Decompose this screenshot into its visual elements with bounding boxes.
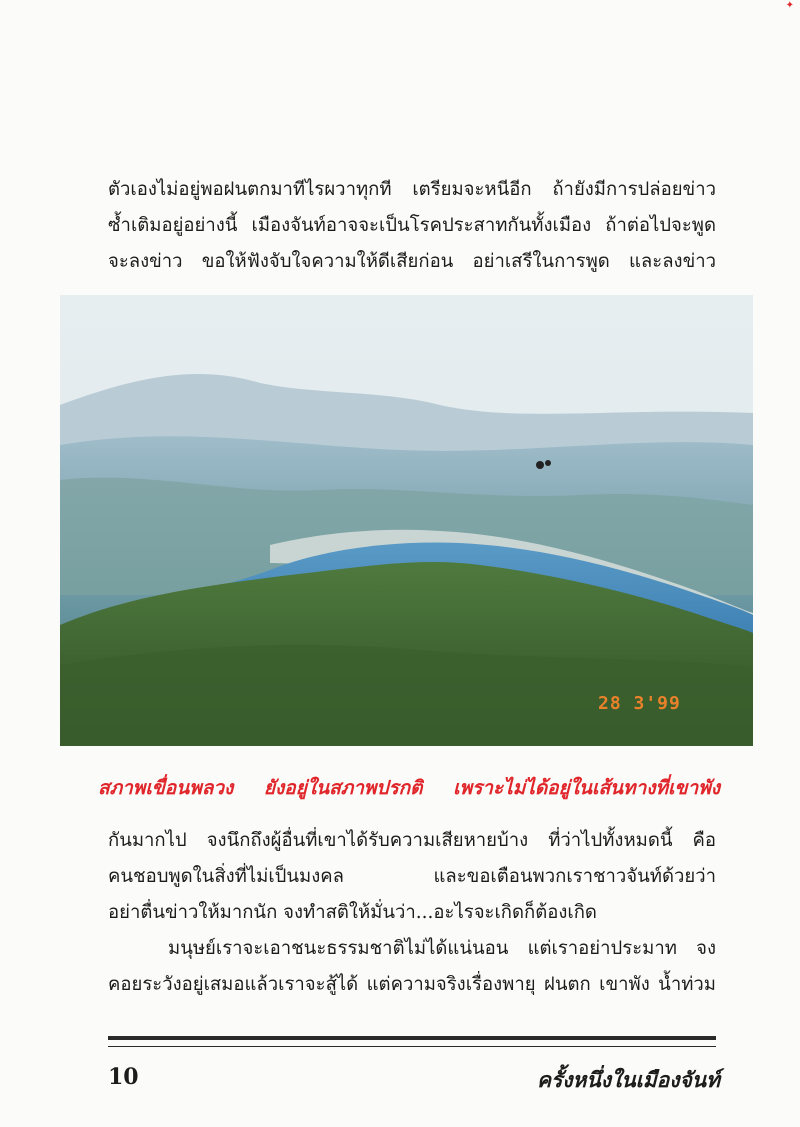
footer-rule-thick — [108, 1036, 716, 1040]
photo-date-stamp: 28 3'99 — [598, 693, 681, 714]
text-line: มนุษย์เราจะเอาชนะธรรมชาติไม่ได้แน่นอน แต่เราอย่าประมาท จง — [168, 938, 716, 959]
text-line: ซ้ำเติมอยู่อย่างนี้ เมืองจันท์อาจจะเป็นโรคประสาทกันทั้งเมือง ถ้าต่อไปจะพูด — [108, 215, 716, 236]
footer-rule-thin — [108, 1046, 716, 1047]
book-title: ครั้งหนึ่งในเมืองจันท์ — [536, 1068, 720, 1092]
bottom-paragraph — [108, 823, 716, 1003]
text-line: จะลงข่าว ขอให้ฟังจับใจความให้ดีเสียก่อน อย่าเสรีในการพูด และลงข่าว — [108, 251, 716, 272]
top-paragraph — [108, 172, 716, 280]
photo-caption: สภาพเขื่อนพลวง ยังอยู่ในสภาพปรกติ เพราะไม่ได้อยู่ในเส้นทางที่เขาพัง — [98, 777, 720, 799]
text-line: อย่าตื่นข่าวให้มากนัก จงทำสติให้มั่นว่า...อะไรจะเกิดก็ต้องเกิด — [108, 902, 597, 923]
corner-mark: ✦ — [785, 0, 794, 11]
page-number: 10 — [108, 1064, 139, 1090]
dam-landscape-photo — [60, 295, 753, 746]
landscape-illustration — [60, 295, 753, 746]
text-line: คนชอบพูดในสิ่งที่ไม่เป็นมงคล และขอเตือนพวกเราชาวจันท์ด้วยว่า — [108, 866, 716, 887]
text-line: ตัวเองไม่อยู่พอฝนตกมาทีไรผวาทุกที เตรียมจะหนีอีก ถ้ายังมีการปล่อยข่าว — [108, 179, 716, 200]
text-line: คอยระวังอยู่เสมอแล้วเราจะสู้ได้ แต่ความจริงเรื่องพายุ ฝนตก เขาพัง น้ำท่วม — [108, 974, 716, 995]
text-line: กันมากไป จงนึกถึงผู้อื่นที่เขาได้รับความเสียหายบ้าง ที่ว่าไปทั้งหมดนี้ คือ — [108, 830, 716, 851]
